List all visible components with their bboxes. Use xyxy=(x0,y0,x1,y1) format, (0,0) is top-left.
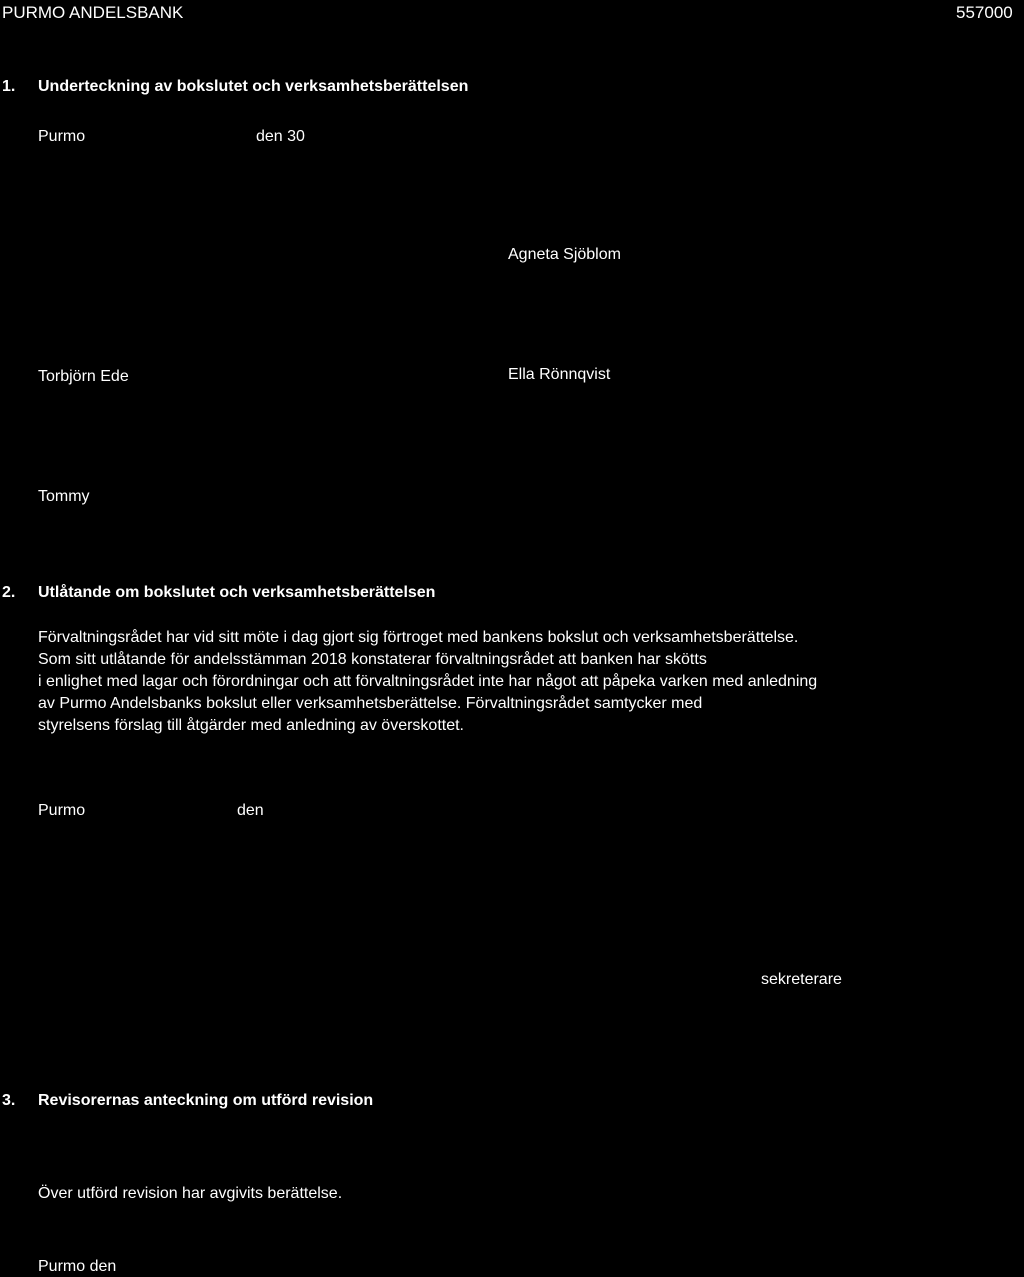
signatory-name: Tommy xyxy=(38,488,90,505)
signatory-name: Ella Rönnqvist xyxy=(508,366,611,383)
section1-place: Purmo xyxy=(38,128,86,145)
paragraph-line: styrelsens förslag till åtgärder med anledning av överskottet. xyxy=(38,717,464,734)
section1-number: 1. xyxy=(2,78,16,95)
section2-number: 2. xyxy=(2,584,16,601)
signatory-name: Torbjörn Ede xyxy=(38,368,129,385)
paragraph-line: i enlighet med lagar och förordningar och att förvaltningsrådet inte har något att påpeka varken med anledning xyxy=(38,673,818,690)
section2-place: Purmo xyxy=(38,802,86,819)
paragraph-line: Förvaltningsrådet har vid sitt möte i dag gjort sig förtroget med bankens bokslut och verksamhetsberättelse. xyxy=(38,629,799,646)
section2-date: den xyxy=(237,802,264,819)
audit-statement: Över utförd revision har avgivits berättelse. xyxy=(38,1185,343,1202)
section3-heading: Revisorernas anteckning om utförd revision xyxy=(38,1092,374,1109)
section2-paragraph xyxy=(38,627,998,737)
secretary-label: sekreterare xyxy=(761,971,842,988)
paragraph-line: av Purmo Andelsbanks bokslut eller verksamhetsberättelse. Förvaltningsrådet samtycker med xyxy=(38,695,703,712)
paragraph-line: Som sitt utlåtande för andelsstämman 2018 konstaterar förvaltningsrådet att banken har skötts xyxy=(38,651,707,668)
section1-heading: Underteckning av bokslutet och verksamhetsberättelsen xyxy=(38,78,469,95)
bank-name: PURMO ANDELSBANK xyxy=(2,3,184,22)
bank-code: 557000 xyxy=(956,3,1013,22)
section3-number: 3. xyxy=(2,1092,16,1109)
section2-heading: Utlåtande om bokslutet och verksamhetsberättelsen xyxy=(38,584,436,601)
section3-place-date: Purmo den xyxy=(38,1258,117,1275)
signatory-name: Agneta Sjöblom xyxy=(508,246,621,263)
section1-date: den 30 xyxy=(256,128,305,145)
